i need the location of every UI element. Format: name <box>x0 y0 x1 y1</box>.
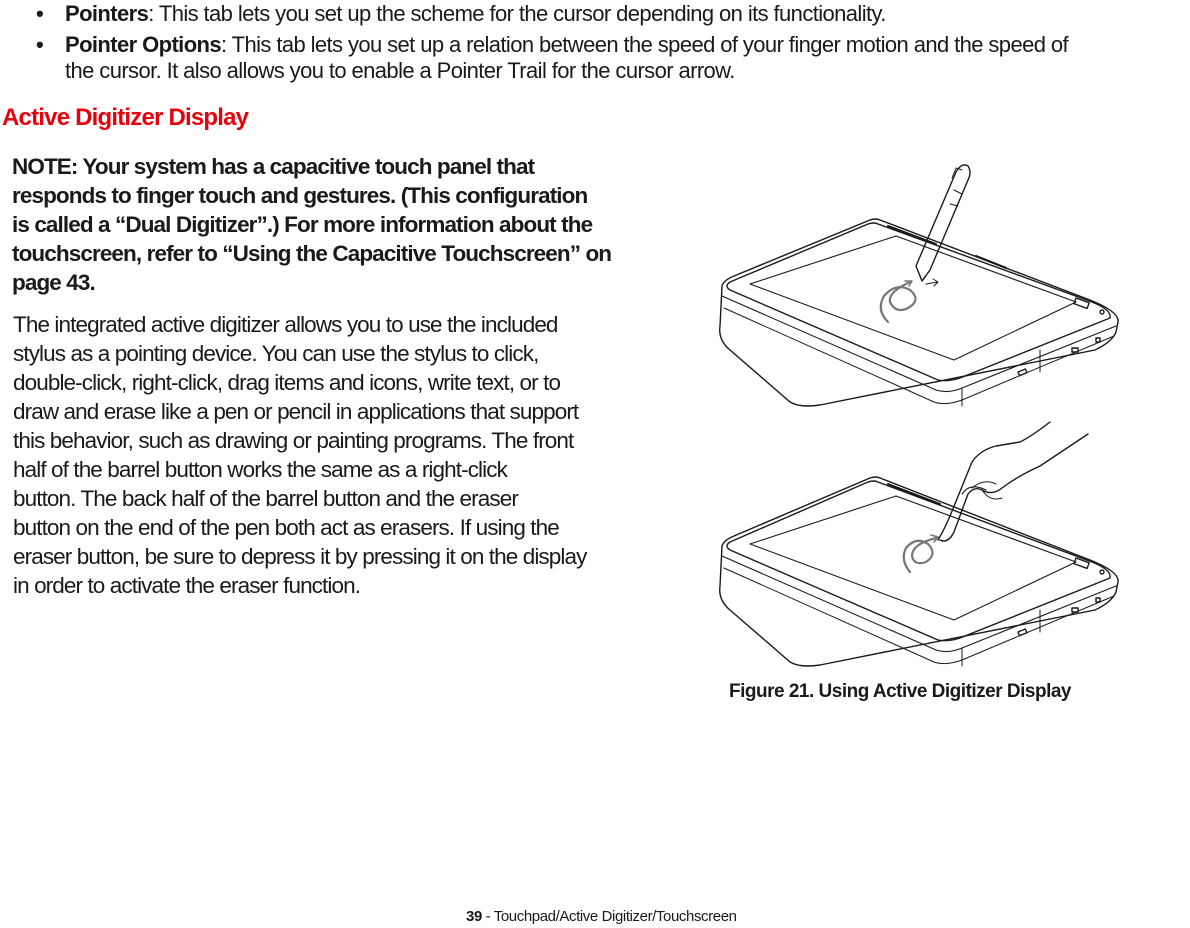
bullet-term: Pointer Options <box>65 32 222 57</box>
body-line: eraser button, be sure to depress it by pressing it on the display <box>13 544 587 569</box>
body-line: this behavior, such as drawing or painting programs. The front <box>13 428 574 453</box>
body-line: button. The back half of the barrel button and the eraser <box>13 486 518 511</box>
bullet-term: Pointers <box>65 1 149 26</box>
body-line: draw and erase like a pen or pencil in applications that support <box>13 399 579 424</box>
tablet-with-finger-illustration <box>700 420 1140 670</box>
body-line: stylus as a pointing device. You can use the stylus to click, <box>13 341 539 366</box>
section-heading: Active Digitizer Display <box>2 104 249 131</box>
bullet-icon: • <box>36 32 44 57</box>
bullet-pointers <box>65 0 886 28</box>
footer-section-title: - Touchpad/Active Digitizer/Touchscreen <box>481 908 737 925</box>
page-number: 39 <box>466 908 482 925</box>
page-footer <box>466 907 737 927</box>
note-line: NOTE: Your system has a capacitive touch panel that <box>12 154 535 179</box>
body-line: half of the barrel button works the same as a right-click <box>13 457 507 482</box>
bullet-icon: • <box>36 1 44 26</box>
body-line: double-click, right-click, drag items and icons, write text, or to <box>13 370 561 395</box>
body-line: button on the end of the pen both act as erasers. If using the <box>13 515 559 540</box>
note-line: page 43. <box>12 270 95 295</box>
bullet-text: : This tab lets you set up a relation between the speed of your finger motion and the speed of <box>221 32 1069 57</box>
note-line: is called a “Dual Digitizer”.) For more information about the <box>12 212 593 237</box>
bullet-text: : This tab lets you set up the scheme for the cursor depending on its functionality. <box>148 1 886 26</box>
note-line: touchscreen, refer to “Using the Capacitive Touchscreen” on <box>12 241 612 266</box>
body-line: in order to activate the eraser function. <box>13 573 361 598</box>
figure-caption: Figure 21. Using Active Digitizer Display <box>729 681 1072 702</box>
note-line: responds to finger touch and gestures. (This configuration <box>12 183 588 208</box>
bullet-pointer-options <box>65 30 1068 59</box>
bullet-pointer-options-cont: the cursor. It also allows you to enable a Pointer Trail for the cursor arrow. <box>65 58 735 83</box>
body-line: The integrated active digitizer allows you to use the included <box>13 312 558 337</box>
tablet-with-stylus-illustration <box>700 150 1140 420</box>
